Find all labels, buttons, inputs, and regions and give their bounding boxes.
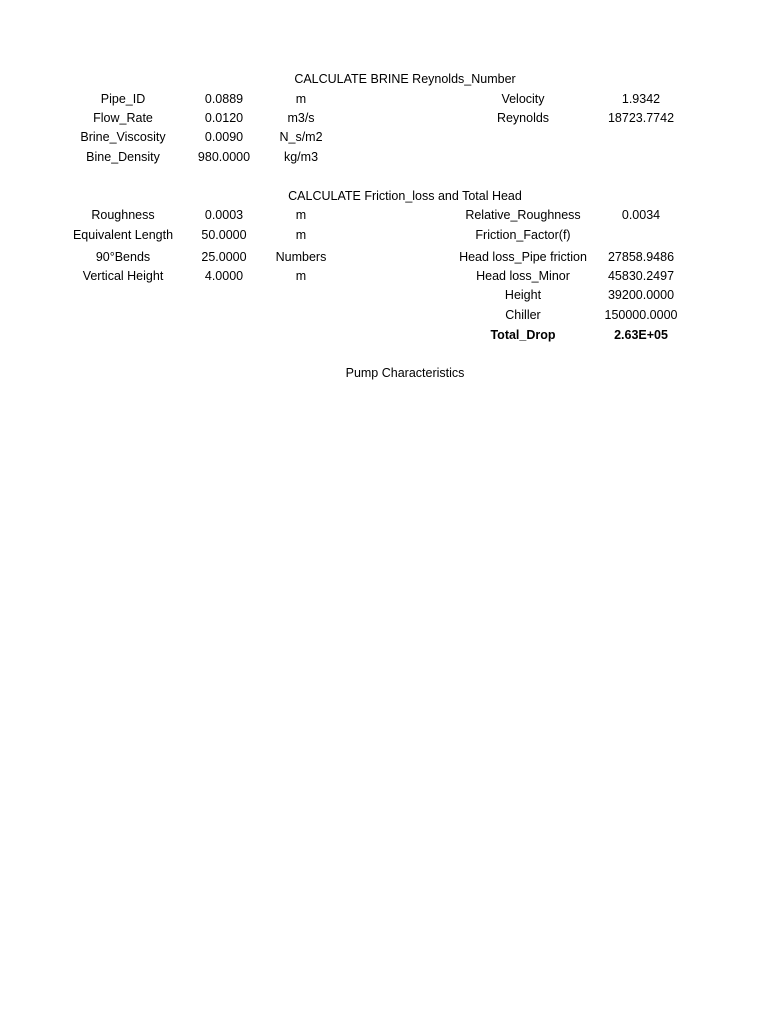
result-value-velocity: 1.9342 [621,92,661,106]
result-label-head-loss-minor: Head loss_Minor [476,269,570,283]
input-value-brine-viscosity: 0.0090 [204,130,244,144]
result-label-reynolds: Reynolds [496,111,550,125]
input-unit-bends: Numbers [275,250,327,264]
result-label-total-drop: Total_Drop [490,328,556,342]
result-value-relative-roughness: 0.0034 [621,208,661,222]
result-label-friction-factor: Friction_Factor(f) [475,228,571,242]
input-unit-pipe-id: m [295,92,307,106]
result-value-height: 39200.0000 [607,288,675,302]
result-label-chiller: Chiller [505,308,541,322]
input-label-brine-density: Bine_Density [86,150,160,164]
input-label-flow-rate: Flow_Rate [93,111,153,125]
input-label-roughness: Roughness [91,208,155,222]
input-value-vertical-height: 4.0000 [204,269,244,283]
input-label-vertical-height: Vertical Height [82,269,164,283]
result-label-head-loss-pipe: Head loss_Pipe friction [459,250,587,264]
input-unit-roughness: m [295,208,307,222]
friction-section-title: CALCULATE Friction_loss and Total Head [288,189,522,203]
input-value-equivalent-length: 50.0000 [201,228,247,242]
input-value-brine-density: 980.0000 [197,150,251,164]
result-value-total-drop: 2.63E+05 [614,328,668,342]
pump-section-title: Pump Characteristics [345,366,465,380]
input-value-flow-rate: 0.0120 [204,111,244,125]
input-value-bends: 25.0000 [201,250,247,264]
result-value-head-loss-minor: 45830.2497 [607,269,675,283]
input-label-equivalent-length: Equivalent Length [72,228,174,242]
input-value-pipe-id: 0.0889 [204,92,244,106]
input-label-brine-viscosity: Brine_Viscosity [80,130,166,144]
input-unit-brine-density: kg/m3 [283,150,319,164]
reynolds-section-title: CALCULATE BRINE Reynolds_Number [294,72,516,86]
result-label-velocity: Velocity [501,92,545,106]
input-unit-vertical-height: m [295,269,307,283]
input-label-bends: 90°Bends [95,250,151,264]
input-label-pipe-id: Pipe_ID [100,92,146,106]
result-value-reynolds: 18723.7742 [607,111,675,125]
input-unit-brine-viscosity: N_s/m2 [279,130,323,144]
input-unit-equivalent-length: m [295,228,307,242]
result-label-relative-roughness: Relative_Roughness [465,208,581,222]
input-unit-flow-rate: m3/s [287,111,315,125]
result-value-chiller: 150000.0000 [604,308,678,322]
input-value-roughness: 0.0003 [204,208,244,222]
result-label-height: Height [504,288,542,302]
result-value-head-loss-pipe: 27858.9486 [607,250,675,264]
